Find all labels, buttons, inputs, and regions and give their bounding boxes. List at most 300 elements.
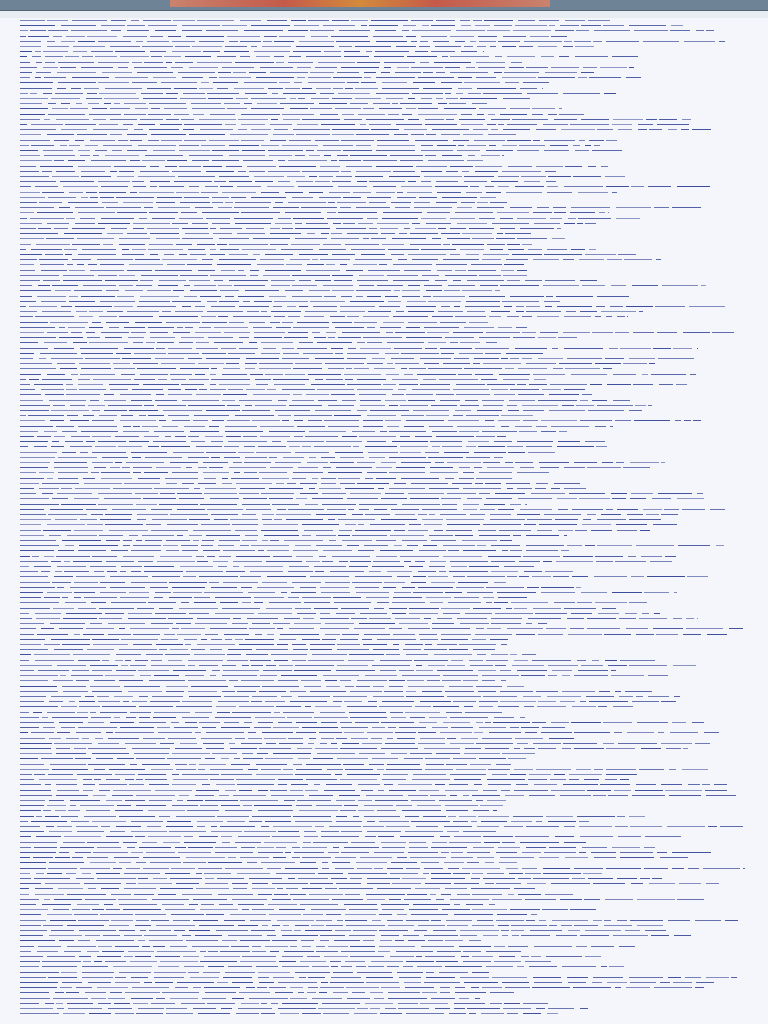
link-row[interactable] <box>0 752 768 755</box>
link-row[interactable] <box>0 570 768 573</box>
link-text-fragment <box>516 784 528 785</box>
link-text-fragment <box>636 784 656 785</box>
link-text-fragment <box>80 218 95 219</box>
link-row[interactable] <box>0 331 768 334</box>
link-row[interactable] <box>0 596 768 599</box>
link-row[interactable] <box>0 617 768 620</box>
link-row[interactable] <box>0 867 768 870</box>
link-row[interactable] <box>0 383 768 386</box>
link-row[interactable] <box>0 804 768 807</box>
link-text-fragment <box>534 784 557 785</box>
link-row[interactable] <box>0 425 768 428</box>
link-row[interactable] <box>0 1012 768 1015</box>
link-row[interactable] <box>0 487 768 490</box>
link-text-fragment <box>194 654 225 655</box>
link-text-fragment <box>183 93 205 94</box>
link-row[interactable] <box>0 118 768 121</box>
link-row[interactable] <box>0 903 768 906</box>
link-row[interactable] <box>0 815 768 818</box>
link-text-fragment <box>200 129 233 130</box>
link-text-fragment <box>365 446 397 447</box>
link-row[interactable] <box>0 924 768 927</box>
link-text-fragment <box>459 946 491 947</box>
link-text-fragment <box>86 441 95 442</box>
link-row[interactable] <box>0 217 768 220</box>
link-row[interactable] <box>0 679 768 682</box>
link-row[interactable] <box>0 237 768 240</box>
link-text-fragment <box>613 374 636 375</box>
link-row[interactable] <box>0 269 768 272</box>
link-row[interactable] <box>0 66 768 69</box>
link-row[interactable] <box>0 477 768 480</box>
link-row[interactable] <box>0 898 768 901</box>
link-text-fragment <box>134 67 167 68</box>
link-row[interactable] <box>0 185 768 188</box>
link-text-fragment <box>91 160 126 161</box>
link-text-fragment <box>135 836 145 837</box>
link-row[interactable] <box>0 612 768 615</box>
link-row[interactable] <box>0 149 768 152</box>
link-row[interactable] <box>0 737 768 740</box>
link-text-fragment <box>463 472 474 473</box>
link-row[interactable] <box>0 45 768 48</box>
link-row[interactable] <box>0 653 768 656</box>
link-row[interactable] <box>0 388 768 391</box>
link-row[interactable] <box>0 586 768 589</box>
link-text-fragment <box>517 218 546 219</box>
link-text-fragment <box>182 25 220 26</box>
link-row[interactable] <box>0 76 768 79</box>
link-row[interactable] <box>0 128 768 131</box>
link-text-fragment <box>406 420 444 421</box>
link-text-fragment <box>321 478 336 479</box>
link-row[interactable] <box>0 820 768 823</box>
link-row[interactable] <box>0 61 768 64</box>
link-text-fragment <box>259 363 293 364</box>
link-text-fragment <box>390 956 414 957</box>
link-row[interactable] <box>0 1007 768 1010</box>
link-row[interactable] <box>0 882 768 885</box>
link-row[interactable] <box>0 222 768 225</box>
link-row[interactable] <box>0 139 768 142</box>
link-text-fragment <box>631 883 643 884</box>
link-row[interactable] <box>0 102 768 105</box>
link-text-fragment <box>254 301 272 302</box>
link-text-fragment <box>20 639 45 640</box>
link-row[interactable] <box>0 191 768 194</box>
link-text-fragment <box>20 41 41 42</box>
link-row[interactable] <box>0 861 768 864</box>
link-row[interactable] <box>0 549 768 552</box>
link-text-fragment <box>522 654 536 655</box>
link-text-fragment <box>357 972 392 973</box>
link-text-fragment <box>20 108 48 109</box>
link-row[interactable] <box>0 248 768 251</box>
link-row[interactable] <box>0 263 768 266</box>
link-text-fragment <box>110 722 134 723</box>
link-row[interactable] <box>0 971 768 974</box>
link-row[interactable] <box>0 154 768 157</box>
link-row[interactable] <box>0 107 768 110</box>
link-row[interactable] <box>0 347 768 350</box>
link-row[interactable] <box>0 523 768 526</box>
link-row[interactable] <box>0 976 768 979</box>
link-row[interactable] <box>0 1002 768 1005</box>
link-text-fragment <box>245 368 255 369</box>
link-row[interactable] <box>0 508 768 511</box>
link-text-fragment <box>520 228 554 229</box>
link-row[interactable] <box>0 565 768 568</box>
link-row[interactable] <box>0 627 768 630</box>
link-row[interactable] <box>0 175 768 178</box>
link-row[interactable] <box>0 711 768 714</box>
link-row[interactable] <box>0 336 768 339</box>
link-row[interactable] <box>0 55 768 58</box>
link-row[interactable] <box>0 664 768 667</box>
link-row[interactable] <box>0 367 768 370</box>
link-row[interactable] <box>0 87 768 90</box>
link-row[interactable] <box>0 206 768 209</box>
link-text-fragment <box>190 254 206 255</box>
link-row[interactable] <box>0 981 768 984</box>
link-text-fragment <box>486 150 513 151</box>
link-row[interactable] <box>0 326 768 329</box>
link-row[interactable] <box>0 289 768 292</box>
link-row[interactable] <box>0 159 768 162</box>
link-text-fragment <box>309 155 320 156</box>
link-row[interactable] <box>0 357 768 360</box>
link-row[interactable] <box>0 471 768 474</box>
link-row[interactable] <box>0 893 768 896</box>
link-row[interactable] <box>0 341 768 344</box>
link-text-fragment <box>20 868 46 869</box>
link-row[interactable] <box>0 352 768 355</box>
link-row[interactable] <box>0 747 768 750</box>
link-text-fragment <box>454 358 469 359</box>
link-row[interactable] <box>0 825 768 828</box>
link-row[interactable] <box>0 695 768 698</box>
link-row[interactable] <box>0 243 768 246</box>
link-text-fragment <box>125 660 131 661</box>
link-row[interactable] <box>0 638 768 641</box>
link-row[interactable] <box>0 945 768 948</box>
link-text-fragment <box>538 77 575 78</box>
link-text-fragment <box>436 20 455 21</box>
link-text-fragment <box>20 623 44 624</box>
link-row[interactable] <box>0 778 768 781</box>
link-row[interactable] <box>0 144 768 147</box>
link-text-fragment <box>669 769 676 770</box>
link-row[interactable] <box>0 799 768 802</box>
link-row[interactable] <box>0 851 768 854</box>
link-row[interactable] <box>0 872 768 875</box>
link-row[interactable] <box>0 731 768 734</box>
link-row[interactable] <box>0 492 768 495</box>
link-row[interactable] <box>0 674 768 677</box>
link-text-fragment <box>61 816 78 817</box>
link-row[interactable] <box>0 461 768 464</box>
link-row[interactable] <box>0 435 768 438</box>
link-row[interactable] <box>0 97 768 100</box>
link-text-fragment <box>378 488 384 489</box>
link-row[interactable] <box>0 497 768 500</box>
link-text-fragment <box>48 774 73 775</box>
link-row[interactable] <box>0 232 768 235</box>
link-row[interactable] <box>0 466 768 469</box>
link-text-fragment <box>373 561 400 562</box>
link-row[interactable] <box>0 165 768 168</box>
link-row[interactable] <box>0 742 768 745</box>
link-text-fragment <box>585 545 595 546</box>
link-row[interactable] <box>0 227 768 230</box>
link-text-fragment <box>232 998 244 999</box>
link-row[interactable] <box>0 71 768 74</box>
link-text-fragment <box>81 171 105 172</box>
link-row[interactable] <box>0 29 768 32</box>
link-text-fragment <box>120 420 156 421</box>
link-row[interactable] <box>0 809 768 812</box>
link-text-fragment <box>597 519 626 520</box>
link-row[interactable] <box>0 196 768 199</box>
link-text-fragment <box>39 358 46 359</box>
link-row[interactable] <box>0 669 768 672</box>
link-text-fragment <box>315 826 324 827</box>
link-text-fragment <box>516 634 535 635</box>
link-text-fragment <box>473 363 480 364</box>
link-row[interactable] <box>0 315 768 318</box>
link-text-fragment <box>528 618 561 619</box>
link-text-fragment <box>518 394 544 395</box>
link-row[interactable] <box>0 716 768 719</box>
link-row[interactable] <box>0 133 768 136</box>
link-text-fragment <box>87 337 100 338</box>
link-row[interactable] <box>0 123 768 126</box>
link-row[interactable] <box>0 887 768 890</box>
link-row[interactable] <box>0 757 768 760</box>
link-text-fragment <box>97 878 136 879</box>
link-row[interactable] <box>0 934 768 937</box>
link-text-fragment <box>57 1008 64 1009</box>
link-row[interactable] <box>0 685 768 688</box>
link-row[interactable] <box>0 274 768 277</box>
link-row[interactable] <box>0 92 768 95</box>
link-text-fragment <box>519 561 540 562</box>
link-text-fragment <box>483 462 500 463</box>
link-row[interactable] <box>0 81 768 84</box>
link-row[interactable] <box>0 300 768 303</box>
link-row[interactable] <box>0 24 768 27</box>
link-text-fragment <box>293 51 321 52</box>
link-row[interactable] <box>0 440 768 443</box>
link-row[interactable] <box>0 310 768 313</box>
link-text-fragment <box>345 488 374 489</box>
link-text-fragment <box>619 618 636 619</box>
link-row[interactable] <box>0 690 768 693</box>
link-text-fragment <box>184 285 190 286</box>
link-row[interactable] <box>0 607 768 610</box>
link-text-fragment <box>227 420 250 421</box>
link-row[interactable] <box>0 180 768 183</box>
link-row[interactable] <box>0 575 768 578</box>
link-text-fragment <box>164 634 175 635</box>
link-row[interactable] <box>0 643 768 646</box>
link-text-fragment <box>498 706 519 707</box>
link-text-fragment <box>383 774 408 775</box>
link-text-fragment <box>478 36 497 37</box>
link-row[interactable] <box>0 991 768 994</box>
link-row[interactable] <box>0 960 768 963</box>
link-text-fragment <box>367 831 401 832</box>
link-row[interactable] <box>0 929 768 932</box>
link-row[interactable] <box>0 409 768 412</box>
link-row[interactable] <box>0 419 768 422</box>
link-row[interactable] <box>0 622 768 625</box>
link-row[interactable] <box>0 648 768 651</box>
link-row[interactable] <box>0 846 768 849</box>
link-row[interactable] <box>0 513 768 516</box>
link-row[interactable] <box>0 50 768 53</box>
link-row[interactable] <box>0 835 768 838</box>
link-row[interactable] <box>0 783 768 786</box>
link-row[interactable] <box>0 19 768 22</box>
link-text-fragment <box>725 920 738 921</box>
link-row[interactable] <box>0 768 768 771</box>
link-row[interactable] <box>0 539 768 542</box>
link-row[interactable] <box>0 456 768 459</box>
link-row[interactable] <box>0 430 768 433</box>
link-row[interactable] <box>0 908 768 911</box>
link-row[interactable] <box>0 482 768 485</box>
link-text-fragment <box>299 342 313 343</box>
link-row[interactable] <box>0 503 768 506</box>
link-text-fragment <box>307 992 316 993</box>
link-row[interactable] <box>0 986 768 989</box>
link-row[interactable] <box>0 170 768 173</box>
link-row[interactable] <box>0 544 768 547</box>
link-row[interactable] <box>0 414 768 417</box>
link-text-fragment <box>387 764 420 765</box>
link-row[interactable] <box>0 939 768 942</box>
link-row[interactable] <box>0 378 768 381</box>
link-row[interactable] <box>0 794 768 797</box>
link-row[interactable] <box>0 560 768 563</box>
link-row[interactable] <box>0 253 768 256</box>
link-row[interactable] <box>0 404 768 407</box>
link-text-fragment <box>144 472 168 473</box>
link-text-fragment <box>45 784 51 785</box>
link-text-fragment <box>221 805 240 806</box>
link-text-fragment <box>63 186 98 187</box>
link-row[interactable] <box>0 40 768 43</box>
link-text-fragment <box>120 56 149 57</box>
link-row[interactable] <box>0 997 768 1000</box>
link-text-fragment <box>99 608 134 609</box>
link-row[interactable] <box>0 393 768 396</box>
link-text-fragment <box>347 498 378 499</box>
link-text-fragment <box>130 192 137 193</box>
link-row[interactable] <box>0 726 768 729</box>
link-text-fragment <box>222 675 257 676</box>
link-row[interactable] <box>0 258 768 261</box>
link-text-fragment <box>485 748 509 749</box>
link-text-fragment <box>132 62 142 63</box>
link-row[interactable] <box>0 445 768 448</box>
link-row[interactable] <box>0 321 768 324</box>
link-text-fragment <box>222 665 236 666</box>
link-text-fragment <box>138 145 176 146</box>
link-row[interactable] <box>0 451 768 454</box>
link-row[interactable] <box>0 35 768 38</box>
link-row[interactable] <box>0 534 768 537</box>
link-row[interactable] <box>0 211 768 214</box>
link-row[interactable] <box>0 529 768 532</box>
link-row[interactable] <box>0 373 768 376</box>
link-text-fragment <box>65 254 72 255</box>
link-row[interactable] <box>0 113 768 116</box>
link-row[interactable] <box>0 830 768 833</box>
link-text-fragment <box>613 935 648 936</box>
link-row[interactable] <box>0 856 768 859</box>
link-row[interactable] <box>0 913 768 916</box>
link-row[interactable] <box>0 955 768 958</box>
link-row[interactable] <box>0 659 768 662</box>
link-row[interactable] <box>0 201 768 204</box>
link-row[interactable] <box>0 773 768 776</box>
link-text-fragment <box>431 405 457 406</box>
link-row[interactable] <box>0 399 768 402</box>
link-row[interactable] <box>0 518 768 521</box>
link-row[interactable] <box>0 601 768 604</box>
link-row[interactable] <box>0 763 768 766</box>
link-row[interactable] <box>0 965 768 968</box>
link-text-fragment <box>278 779 303 780</box>
link-text-fragment <box>507 628 543 629</box>
link-row[interactable] <box>0 284 768 287</box>
header-banner[interactable] <box>170 0 550 7</box>
link-row[interactable] <box>0 705 768 708</box>
link-row[interactable] <box>0 789 768 792</box>
link-row[interactable] <box>0 305 768 308</box>
link-text-fragment <box>376 467 392 468</box>
link-text-fragment <box>183 956 199 957</box>
link-row[interactable] <box>0 591 768 594</box>
link-text-fragment <box>250 270 259 271</box>
link-text-fragment <box>245 93 267 94</box>
link-text-fragment <box>453 389 489 390</box>
link-row[interactable] <box>0 633 768 636</box>
link-row[interactable] <box>0 841 768 844</box>
link-text-fragment <box>466 67 475 68</box>
link-row[interactable] <box>0 295 768 298</box>
link-text-fragment <box>163 842 180 843</box>
link-text-fragment <box>517 238 547 239</box>
link-row[interactable] <box>0 877 768 880</box>
link-text-fragment <box>394 592 411 593</box>
link-row[interactable] <box>0 950 768 953</box>
link-row[interactable] <box>0 555 768 558</box>
link-row[interactable] <box>0 581 768 584</box>
link-text-fragment <box>414 930 427 931</box>
link-row[interactable] <box>0 721 768 724</box>
link-text-fragment <box>324 420 359 421</box>
link-text-fragment <box>675 420 681 421</box>
link-row[interactable] <box>0 362 768 365</box>
link-text-fragment <box>66 389 77 390</box>
link-row[interactable] <box>0 279 768 282</box>
link-row[interactable] <box>0 700 768 703</box>
link-row[interactable] <box>0 919 768 922</box>
link-text-fragment <box>99 790 110 791</box>
